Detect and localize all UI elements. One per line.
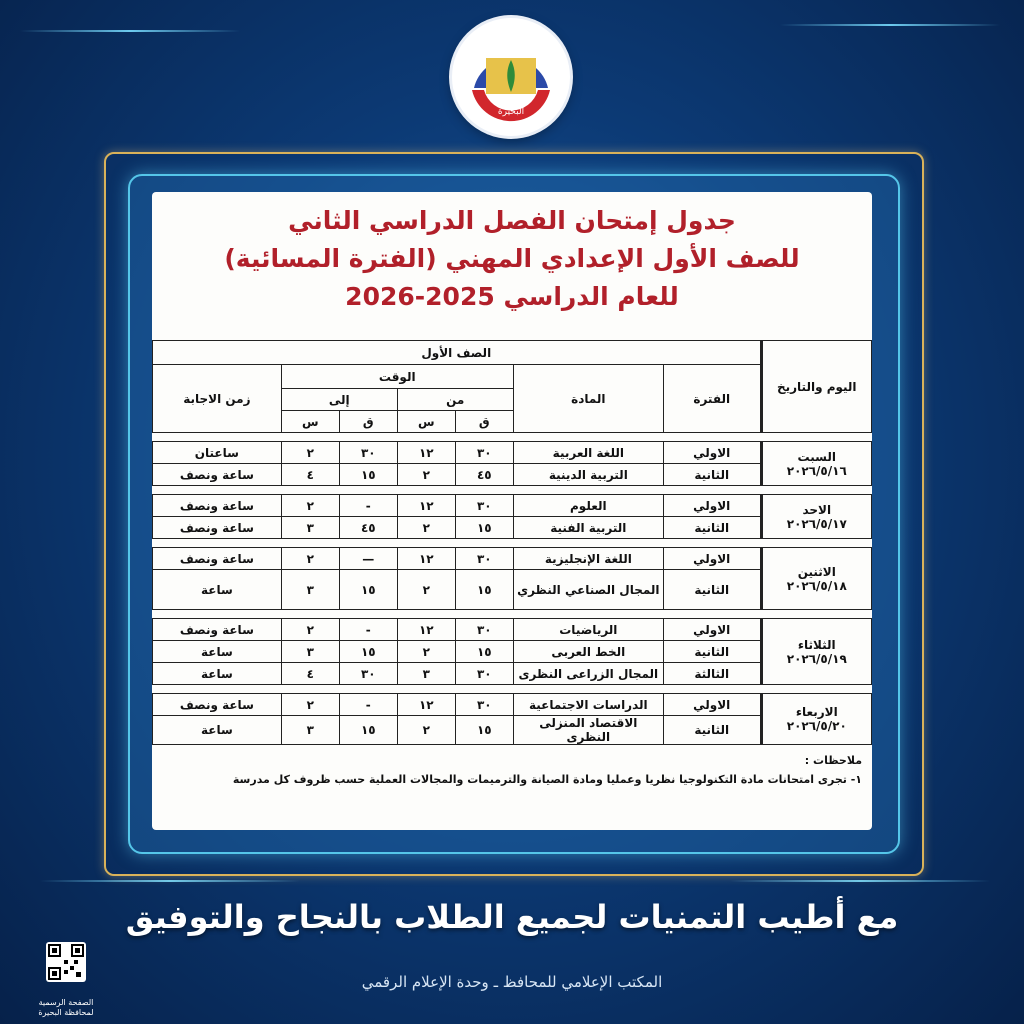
from-minute-cell: ١٥: [455, 570, 513, 610]
row-gap: [153, 486, 872, 495]
duration-cell: ساعة ونصف: [153, 619, 282, 641]
qr-code-icon[interactable]: [46, 942, 86, 982]
to-hour-cell: ٤: [281, 464, 339, 486]
duration-cell: ساعتان: [153, 442, 282, 464]
to-hour-cell: ٣: [281, 570, 339, 610]
header-to: إلى: [281, 389, 397, 411]
day-name: الاثنين: [797, 564, 836, 579]
to-minute-cell: ١٥: [339, 570, 397, 610]
to-minute-cell: -: [339, 694, 397, 716]
header-to-minute: ق: [339, 411, 397, 433]
header-from-minute: ق: [455, 411, 513, 433]
to-hour-cell: ٤: [281, 663, 339, 685]
from-hour-cell: ٢: [397, 570, 455, 610]
qr-label: الصفحة الرسمية لمحافظة البحيرة: [38, 998, 94, 1017]
to-minute-cell: -: [339, 495, 397, 517]
subject-cell: الاقتصاد المنزلى النظرى: [513, 716, 663, 745]
to-minute-cell: ١٥: [339, 641, 397, 663]
to-hour-cell: ٢: [281, 495, 339, 517]
period-cell: الاولي: [663, 694, 761, 716]
to-minute-cell: ٤٥: [339, 517, 397, 539]
day-date: ٢٠٢٦/٥/٢٠: [786, 719, 847, 733]
from-hour-cell: ٢: [397, 641, 455, 663]
from-minute-cell: ٣٠: [455, 663, 513, 685]
to-hour-cell: ٢: [281, 694, 339, 716]
to-minute-cell: ١٥: [339, 716, 397, 745]
subject-cell: الخط العربى: [513, 641, 663, 663]
row-gap: [153, 685, 872, 694]
to-minute-cell: —: [339, 548, 397, 570]
header-from-hour: س: [397, 411, 455, 433]
day-date: ٢٠٢٦/٥/١٨: [786, 578, 847, 593]
from-minute-cell: ١٥: [455, 716, 513, 745]
title-line-3: للعام الدراسي 2025-2026: [345, 282, 679, 311]
day-name: السبت: [797, 449, 836, 464]
from-minute-cell: ٣٠: [455, 442, 513, 464]
subject-cell: المجال الصناعي النظري: [513, 570, 663, 610]
document-title: [152, 202, 872, 316]
to-hour-cell: ٢: [281, 442, 339, 464]
glow-line: [20, 30, 240, 32]
from-hour-cell: ١٢: [397, 442, 455, 464]
subject-cell: المجال الزراعى النظرى: [513, 663, 663, 685]
row-gap: [153, 539, 872, 548]
duration-cell: ساعة: [153, 641, 282, 663]
from-minute-cell: ٣٠: [455, 495, 513, 517]
day-date: ٢٠٢٦/٥/١٧: [786, 516, 847, 531]
day-date: ٢٠٢٦/٥/١٦: [786, 463, 847, 478]
subject-cell: التربية الفنية: [513, 517, 663, 539]
subject-cell: الرياضيات: [513, 619, 663, 641]
period-cell: الاولي: [663, 619, 761, 641]
to-hour-cell: ٢: [281, 619, 339, 641]
from-minute-cell: ٣٠: [455, 548, 513, 570]
from-hour-cell: ٢: [397, 517, 455, 539]
to-hour-cell: ٣: [281, 716, 339, 745]
to-minute-cell: ٣٠: [339, 663, 397, 685]
day-date-cell: [761, 619, 871, 685]
duration-cell: ساعة ونصف: [153, 517, 282, 539]
header-day-date: اليوم والتاريخ: [761, 341, 871, 433]
from-minute-cell: ١٥: [455, 517, 513, 539]
day-date-cell: [761, 442, 871, 486]
period-cell: الاولي: [663, 548, 761, 570]
day-name: الاربعاء: [795, 705, 838, 719]
period-cell: الثانية: [663, 464, 761, 486]
duration-cell: ساعة ونصف: [153, 694, 282, 716]
to-minute-cell: ٣٠: [339, 442, 397, 464]
to-hour-cell: ٣: [281, 517, 339, 539]
from-minute-cell: ٣٠: [455, 694, 513, 716]
table-row: [153, 694, 872, 716]
from-hour-cell: ٣: [397, 663, 455, 685]
notes-section: [162, 754, 862, 786]
period-cell: الثانية: [663, 716, 761, 745]
notes-title: ملاحظات :: [804, 754, 862, 767]
from-hour-cell: ١٢: [397, 548, 455, 570]
schedule-body: [153, 433, 872, 745]
period-cell: الثالثة: [663, 663, 761, 685]
from-hour-cell: ٢: [397, 464, 455, 486]
table-row: [153, 548, 872, 570]
header-period: الفترة: [663, 365, 761, 433]
logo-text: البحيرة: [497, 107, 525, 117]
duration-cell: ساعة: [153, 663, 282, 685]
subject-cell: العلوم: [513, 495, 663, 517]
media-office-credit: المكتب الإعلامي للمحافظ ـ وحدة الإعلام الرقمي: [361, 973, 663, 991]
from-minute-cell: ٤٥: [455, 464, 513, 486]
header-time: الوقت: [281, 365, 513, 389]
day-name: الاحد: [802, 502, 832, 517]
row-gap: [153, 610, 872, 619]
row-gap: [153, 433, 872, 442]
to-minute-cell: -: [339, 619, 397, 641]
header-subject: المادة: [513, 365, 663, 433]
glow-line: [730, 880, 990, 882]
day-date-cell: [761, 694, 871, 745]
from-minute-cell: ٣٠: [455, 619, 513, 641]
subject-cell: اللغة الإنجليزية: [513, 548, 663, 570]
day-date: ٢٠٢٦/٥/١٩: [786, 651, 847, 666]
period-cell: الاولي: [663, 442, 761, 464]
table-row: [153, 495, 872, 517]
day-date-cell: [761, 548, 871, 610]
from-hour-cell: ١٢: [397, 619, 455, 641]
header-from: من: [397, 389, 513, 411]
duration-cell: ساعة ونصف: [153, 548, 282, 570]
from-hour-cell: ١٢: [397, 694, 455, 716]
exam-schedule-document: [152, 192, 872, 830]
header-duration: زمن الاجابة: [153, 365, 282, 433]
table-row: [153, 619, 872, 641]
duration-cell: ساعة: [153, 570, 282, 610]
duration-cell: ساعة: [153, 716, 282, 745]
period-cell: الثانية: [663, 641, 761, 663]
from-minute-cell: ١٥: [455, 641, 513, 663]
title-line-1: جدول إمتحان الفصل الدراسي الثاني: [288, 206, 736, 235]
exam-schedule-table: [152, 340, 872, 745]
from-hour-cell: ١٢: [397, 495, 455, 517]
header-to-hour: س: [281, 411, 339, 433]
period-cell: الاولي: [663, 495, 761, 517]
duration-cell: ساعة ونصف: [153, 464, 282, 486]
note-item: ١- تجرى امتحانات مادة التكنولوجيا نظريا وعمليا ومادة الصيانة والترميمات والمجالات العملية حسب ظروف كل مدرسة: [232, 773, 862, 786]
period-cell: الثانية: [663, 517, 761, 539]
governorate-logo: [452, 18, 570, 136]
from-hour-cell: ٢: [397, 716, 455, 745]
to-hour-cell: ٣: [281, 641, 339, 663]
to-minute-cell: ١٥: [339, 464, 397, 486]
subject-cell: اللغة العربية: [513, 442, 663, 464]
period-cell: الثانية: [663, 570, 761, 610]
duration-cell: ساعة ونصف: [153, 495, 282, 517]
table-row: [153, 442, 872, 464]
glow-line: [780, 24, 1000, 26]
header-grade: الصف الأول: [153, 341, 762, 365]
title-line-2: للصف الأول الإعدادي المهني (الفترة المسائية): [224, 244, 800, 273]
day-date-cell: [761, 495, 871, 539]
day-name: الثلاثاء: [797, 637, 836, 652]
subject-cell: التربية الدينية: [513, 464, 663, 486]
to-hour-cell: ٢: [281, 548, 339, 570]
glow-line: [40, 880, 300, 882]
subject-cell: الدراسات الاجتماعية: [513, 694, 663, 716]
closing-message: مع أطيب التمنيات لجميع الطلاب بالنجاح والتوفيق: [125, 898, 899, 936]
